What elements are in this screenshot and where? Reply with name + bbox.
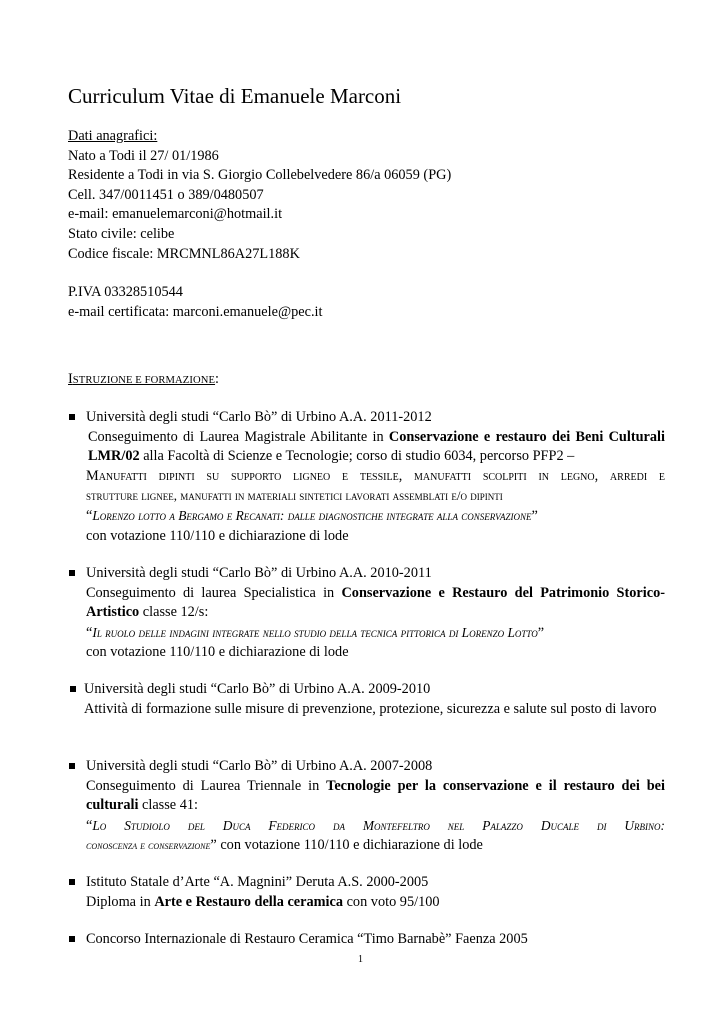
bullet-square-icon [69,936,75,942]
education-entry [69,408,665,546]
personal-line: Residente a Todi in via S. Giorgio Collebelvedere 86/a 06059 (PG) [68,167,452,184]
education-entry [69,873,665,912]
education-entry [69,930,665,950]
entry-thesis: “Lorenzo lotto a Bergamo e Recanati: dalle diagnostiche integrate alla conservazione” [86,507,538,524]
personal-data-heading: Dati anagrafici: [68,128,158,144]
entry-track-line: strutture lignee, manufatti in materiali sintetici lavorati assemblati e/o dipinti [86,488,503,504]
entry-heading: Università degli studi “Carlo Bò” di Urbino A.A. 2011-2012 [86,409,432,425]
entry-heading: Università degli studi “Carlo Bò” di Urbino A.A. 2007-2008 [86,758,433,774]
document-title: Curriculum Vitae di Emanuele Marconi [68,84,402,108]
entry-description: Conseguimento di Laurea Triennale in Tecnologie per la conservazione e il restauro dei bei culturali classe 41: [86,777,665,814]
bullet-square-icon [70,686,76,692]
entry-description: Conseguimento di Laurea Magistrale Abilitante in Conservazione e restauro dei Beni Culturali LMR/02 alla Facoltà di Scienze e Tecnologie; corso di studio 6034, percorso PFP2 – [88,428,665,465]
entry-heading: Concorso Internazionale di Restauro Ceramica “Timo Barnabè” Faenza 2005 [86,931,528,947]
entry-thesis: “Il ruolo delle indagini integrate nello studio della tecnica pittorica di Lorenzo Lotto” [86,624,545,641]
education-entry [69,564,665,663]
entry-grade: con votazione 110/110 e dichiarazione di lode [86,644,349,661]
entry-description: Conseguimento di laurea Specialistica in Conservazione e Restauro del Patrimonio Storico-Artistico classe 12/s: [86,584,665,621]
entry-track-line: Manufatti dipinti su supporto ligneo e tessile, manufatti scolpiti in legno, arredi e [86,467,665,484]
personal-line: Stato civile: celibe [68,225,175,242]
entry-description: Diploma in Arte e Restauro della ceramica con voto 95/100 [86,893,440,910]
section-heading-text: ISTRUZIONE E FORMAZIONE [68,371,216,387]
entry-heading: Istituto Statale d’Arte “A. Magnini” Deruta A.S. 2000-2005 [86,874,429,890]
personal-line: Codice fiscale: MRCMNL86A27L188K [68,245,300,262]
section-heading-education: ISTRUZIONE E FORMAZIONE: [68,371,220,387]
personal-line: Cell. 347/0011451 o 389/0480507 [68,186,264,203]
entry-grade: con votazione 110/110 e dichiarazione di lode [86,527,349,544]
certified-email-line: e-mail certificata: marconi.emanuele@pec.it [68,303,323,320]
entry-thesis-continued: conoscenza e conservazione” con votazione 110/110 e dichiarazione di lode [86,837,483,854]
page-number: 1 [358,954,363,965]
education-entry [69,680,665,719]
education-entry [69,757,665,856]
personal-data-block [68,127,451,264]
bullet-square-icon [69,570,75,576]
entry-description: Attività di formazione sulle misure di prevenzione, protezione, sicurezza e salute sul posto di lavoro [84,700,657,717]
entry-heading: Università degli studi “Carlo Bò” di Urbino A.A. 2009-2010 [84,681,431,697]
entry-thesis: “Lo Studiolo del Duca Federico da Montefeltro nel Palazzo Ducale di Urbino: [86,817,665,834]
bullet-square-icon [69,879,75,885]
personal-line: e-mail: emanuelemarconi@hotmail.it [68,206,283,223]
tax-data-block [68,283,323,322]
entry-heading: Università degli studi “Carlo Bò” di Urbino A.A. 2010-2011 [86,565,432,581]
bullet-square-icon [69,414,75,420]
vat-line: P.IVA 03328510544 [68,284,183,300]
bullet-square-icon [69,763,75,769]
personal-line: Nato a Todi il 27/ 01/1986 [68,147,219,164]
